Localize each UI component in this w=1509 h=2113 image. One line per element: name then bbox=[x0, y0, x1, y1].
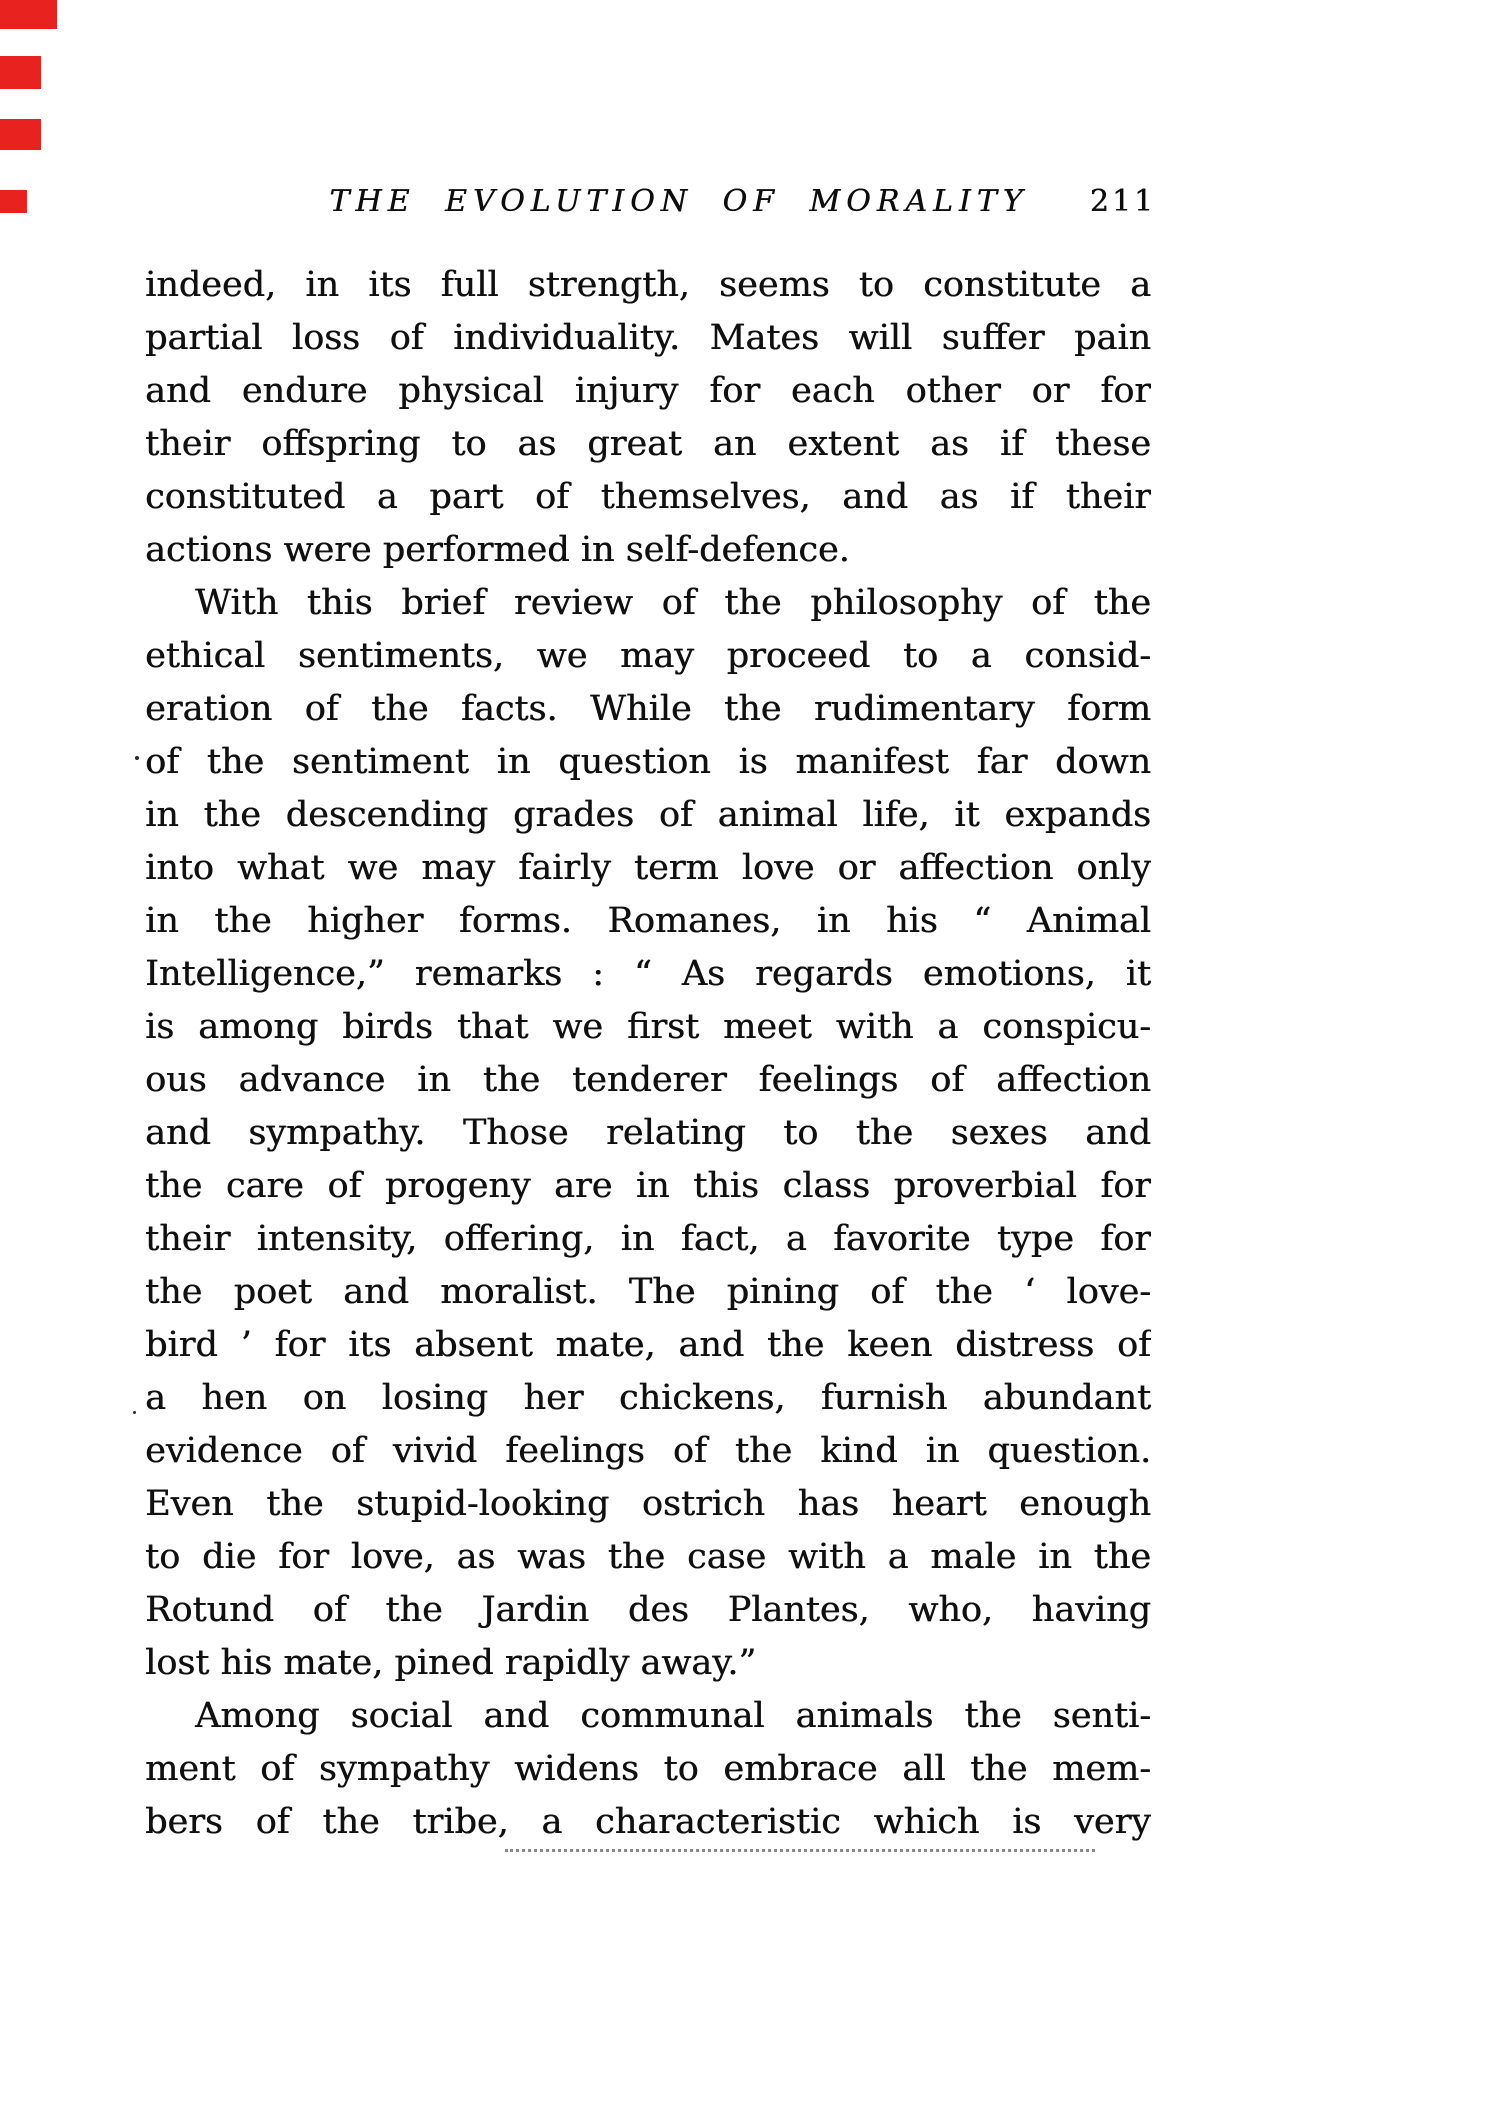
text-line: the poet and moralist. The pining of the ‘ love- bbox=[145, 1272, 1151, 1312]
text-line: bers of the tribe, a characteristic which is very bbox=[145, 1802, 1151, 1842]
red-scan-mark bbox=[0, 119, 41, 150]
paragraph bbox=[145, 1690, 1151, 1849]
text-line: indeed, in its full strength, seems to constitute a bbox=[145, 265, 1151, 305]
text-line: Even the stupid-looking ostrich has heart enough bbox=[145, 1484, 1151, 1524]
text-line: actions were performed in self-defence. bbox=[145, 530, 850, 570]
ink-speck bbox=[133, 1411, 136, 1414]
body-text bbox=[145, 259, 1151, 1849]
text-line: ous advance in the tenderer feelings of affection bbox=[145, 1060, 1151, 1100]
text-line: constituted a part of themselves, and as if their bbox=[145, 477, 1151, 517]
text-line: Rotund of the Jardin des Plantes, who, having bbox=[145, 1590, 1151, 1630]
ink-speck bbox=[135, 756, 139, 760]
text-line: ethical sentiments, we may proceed to a consid- bbox=[145, 636, 1151, 676]
text-line: Intelligence,” remarks : “ As regards emotions, it bbox=[145, 954, 1151, 994]
text-line: their offspring to as great an extent as if these bbox=[145, 424, 1151, 464]
text-line: is among birds that we first meet with a conspicu- bbox=[145, 1007, 1151, 1047]
text-line: bird ’ for its absent mate, and the keen distress of bbox=[145, 1325, 1151, 1365]
text-line: into what we may fairly term love or affection only bbox=[145, 848, 1151, 888]
dotted-scan-underline bbox=[505, 1849, 1095, 1852]
text-line: the care of progeny are in this class proverbial for bbox=[145, 1166, 1151, 1206]
text-line: of the sentiment in question is manifest far down bbox=[145, 742, 1151, 782]
text-line: their intensity, offering, in fact, a favorite type for bbox=[145, 1219, 1151, 1259]
page-number: 211 bbox=[1089, 184, 1156, 219]
text-line: eration of the facts. While the rudimentary form bbox=[145, 689, 1151, 729]
text-line: Among social and communal animals the senti- bbox=[195, 1696, 1151, 1736]
red-scan-mark bbox=[0, 190, 27, 213]
text-line: ment of sympathy widens to embrace all the mem- bbox=[145, 1749, 1151, 1789]
text-line: in the descending grades of animal life, it expands bbox=[145, 795, 1151, 835]
text-line: and sympathy. Those relating to the sexes and bbox=[145, 1113, 1151, 1153]
text-line: a hen on losing her chickens, furnish abundant bbox=[145, 1378, 1151, 1418]
text-line: With this brief review of the philosophy of the bbox=[195, 583, 1151, 623]
text-line: and endure physical injury for each other or for bbox=[145, 371, 1151, 411]
text-line: in the higher forms. Romanes, in his “ Animal bbox=[145, 901, 1151, 941]
paragraph bbox=[145, 577, 1151, 1690]
red-scan-mark bbox=[0, 0, 57, 29]
text-line: to die for love, as was the case with a male in the bbox=[145, 1537, 1151, 1577]
red-scan-mark bbox=[0, 56, 41, 89]
running-head-title: THE EVOLUTION OF MORALITY bbox=[329, 184, 1029, 219]
paragraph bbox=[145, 259, 1151, 577]
text-line: partial loss of individuality. Mates will suffer pain bbox=[145, 318, 1151, 358]
text-line: lost his mate, pined rapidly away.” bbox=[145, 1643, 757, 1683]
text-line: evidence of vivid feelings of the kind in question. bbox=[145, 1431, 1151, 1471]
